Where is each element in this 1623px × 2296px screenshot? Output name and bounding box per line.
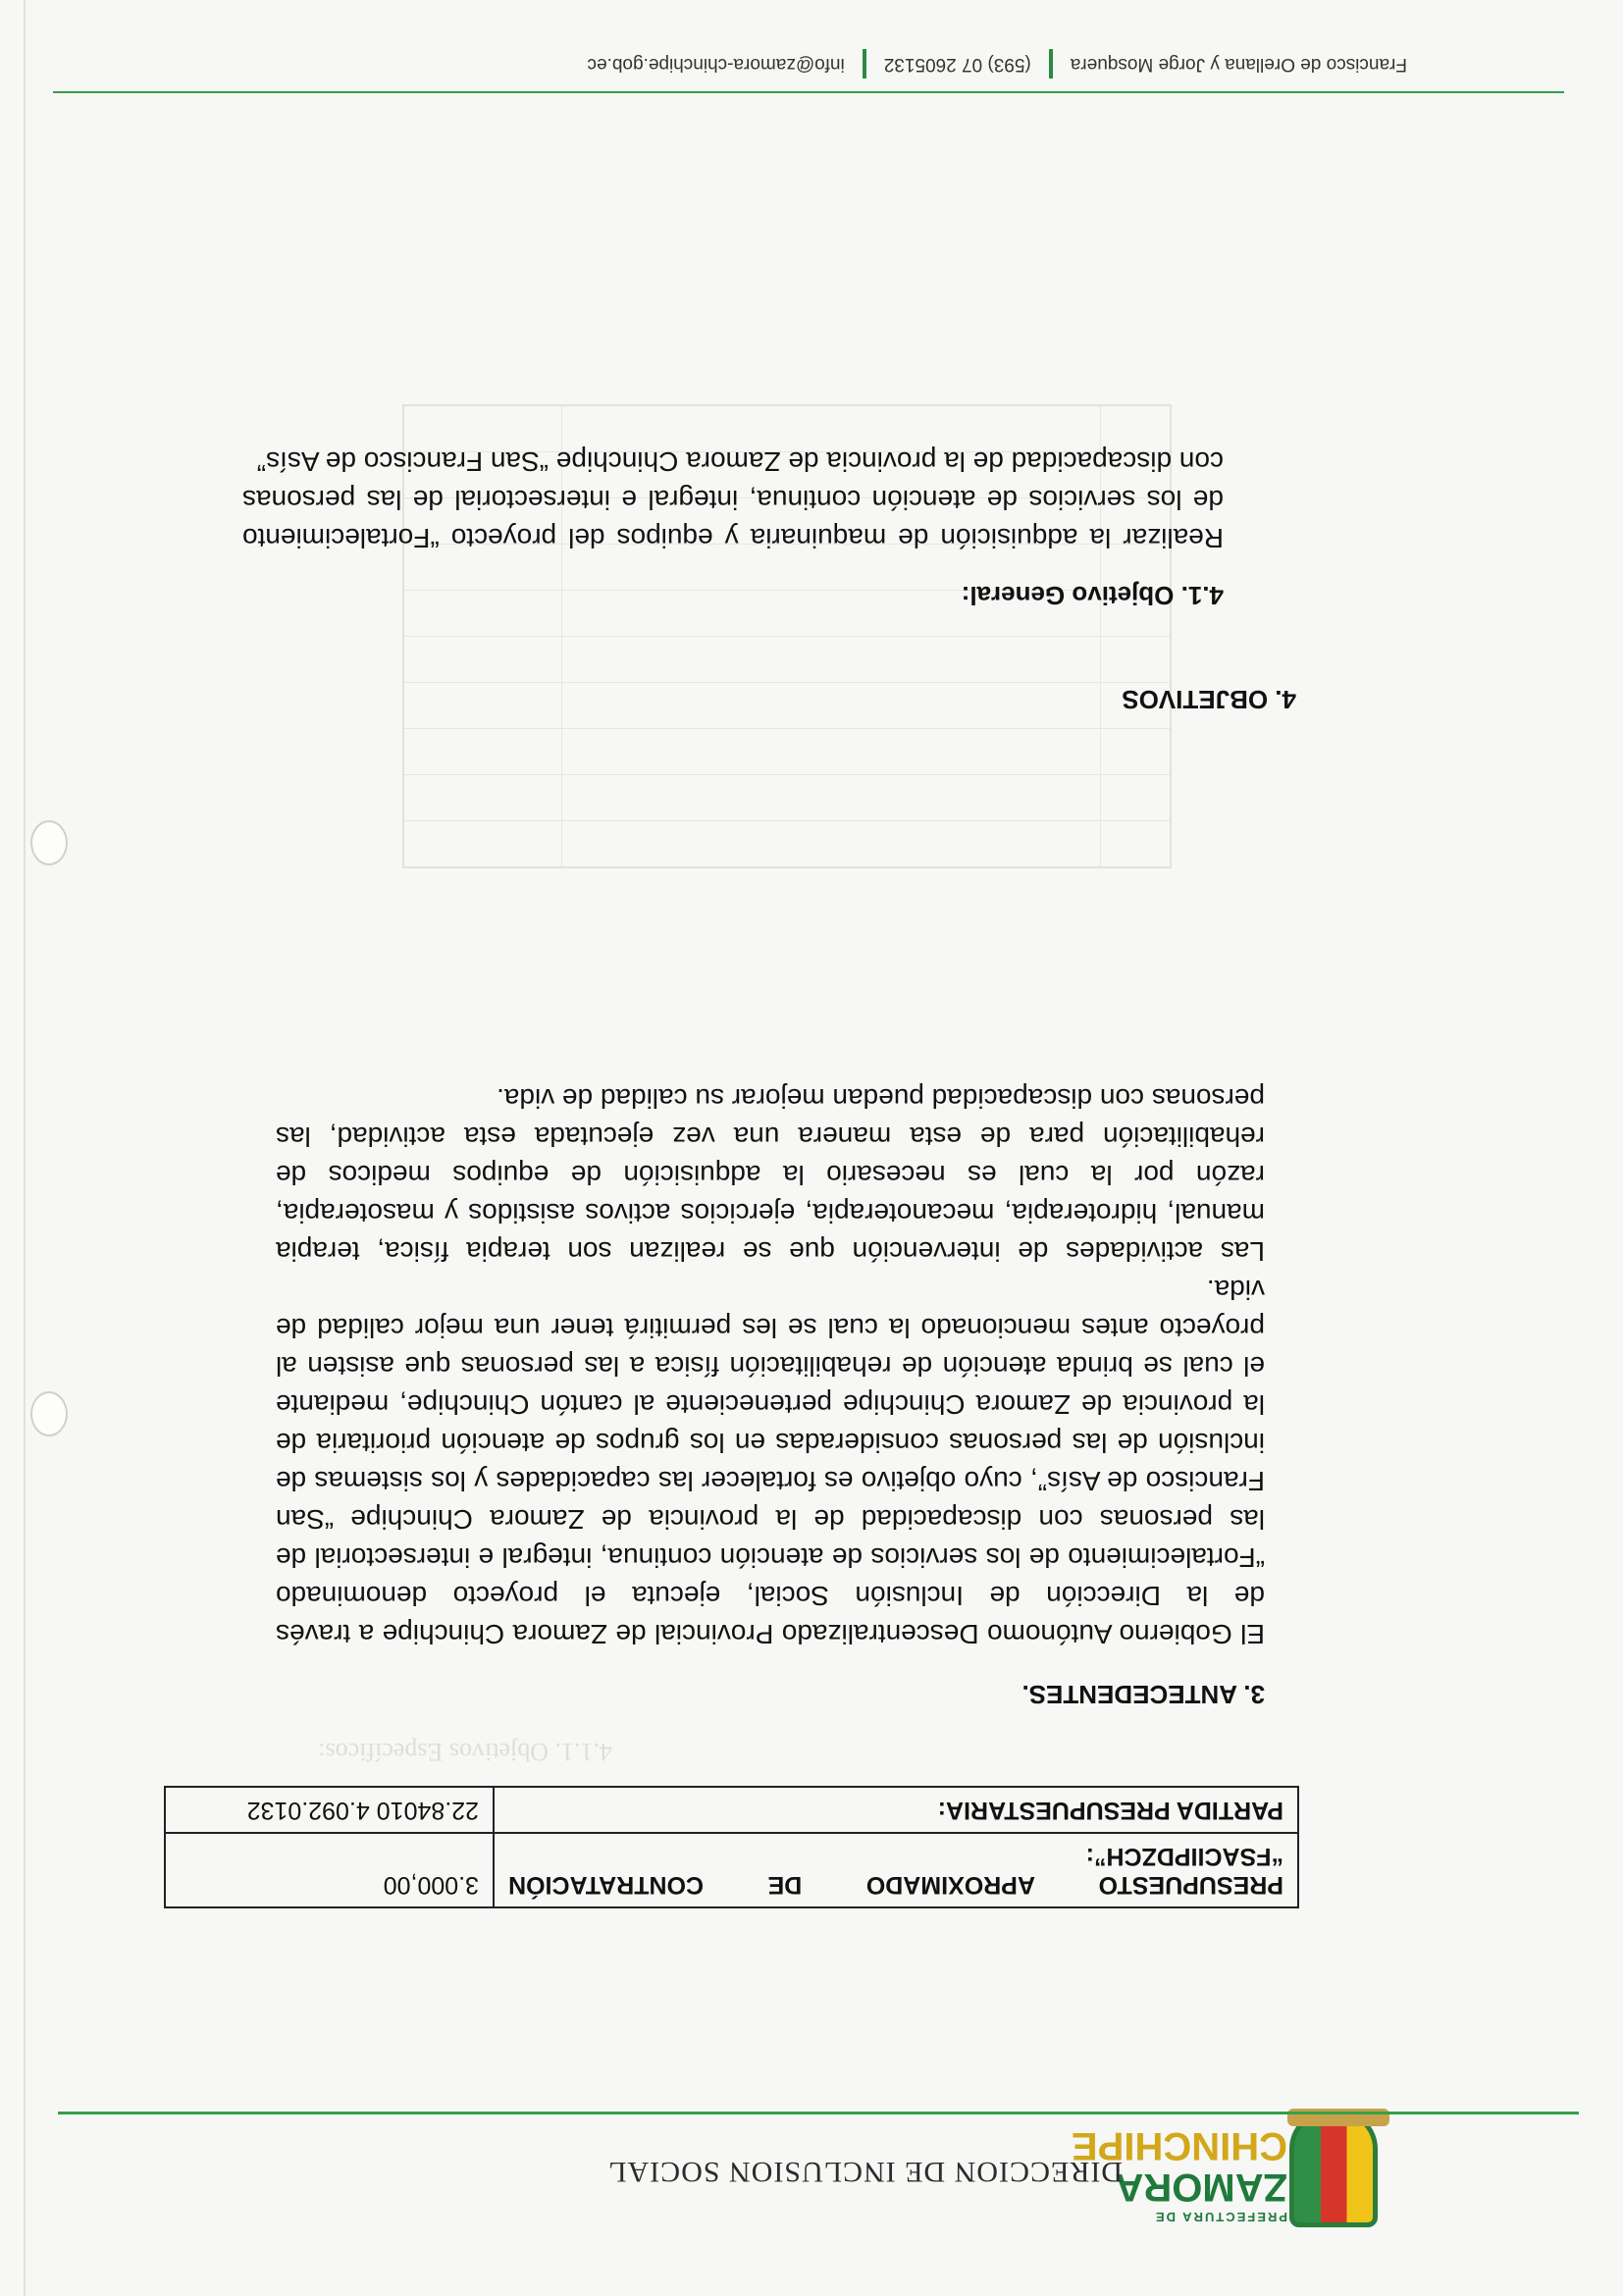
footer-address: Francisco de Orellana y Jorge Mosquera — [1070, 54, 1407, 75]
section-3-paragraph-1: El Gobierno Autónomo Descentralizado Provincial de Zamora Chinchipe a través de la Dirección de Inclusión Social, ejecuta el proyecto denominado “Fortalecimiento de los servicios de atención continua, integral e intersectorial de las personas con discapacidad de la provincia de Zamora Chinchipe “San Francisco de Asís”, cuyo objetivo es fortalecer las capacidades y los sistemas de inclusión de las personas consideradas en los grupos de atención prioritaria de la provincia de Zamora Chinchipe perteneciente al cantón Chinchipe, mediante el cual se brinda atención de rehabilitación física a las personas que asisten al proyecto antes mencionado la cual se les permitirá tener una mejor calidad de vida. — [276, 1275, 1265, 1649]
budget-partida-value: 22.84010 4.092.0132 — [165, 1787, 494, 1833]
punch-hole — [30, 820, 68, 865]
budget-row-amount — [165, 1833, 1298, 1907]
budget-amount-value: 3.000,00 — [165, 1833, 494, 1907]
section-3-heading: 3. ANTECEDENTES. — [1021, 1680, 1265, 1709]
budget-amount-label-line1: PRESUPUESTO APROXIMADO DE CONTRATACIÓN — [508, 1871, 1283, 1899]
budget-row-partida — [165, 1787, 1298, 1833]
objective-general-paragraph: Realizar la adquisición de maquinaria y equipos del proyecto “Fortalecimiento de los servicios de atención continua, integral e intersectorial de las personas con discapacidad de la provincia de Zamora Chinchipe “San Francisco de Asís” — [242, 446, 1224, 553]
header-divider — [58, 2112, 1579, 2114]
bleed-through-text: 4.1.1. Objetivos Específicos: — [318, 1738, 612, 1766]
footer-email: info@zamora-chinchipe.gob.ec — [587, 54, 845, 75]
footer-phone: (593) 07 2605132 — [883, 54, 1031, 75]
footer-divider — [53, 91, 1564, 93]
coat-of-arms-icon — [1289, 2110, 1378, 2227]
department-title: DIRECCION DE INCLUSION SOCIAL — [607, 2156, 1123, 2188]
budget-partida-label: PARTIDA PRESUPUESTARIA: — [494, 1787, 1298, 1833]
budget-amount-label — [494, 1833, 1298, 1907]
logo-prefix: PREFECTURA DE — [1153, 2210, 1287, 2224]
logo-chinchipe: CHINCHIPE — [1071, 2124, 1287, 2167]
prefecture-logo — [1071, 2065, 1378, 2232]
budget-amount-label-line2: “FSACIIPDZCH”: — [1085, 1843, 1283, 1870]
objective-general-heading: 4.1. Objetivo General: — [961, 581, 1224, 610]
page-edge — [24, 0, 26, 2296]
footer-separator — [863, 49, 866, 78]
punch-hole — [30, 1391, 68, 1436]
budget-table — [164, 1786, 1299, 1908]
section-3-paragraph-2: Las actividades de intervención que se realizan son terapia física, terapia manual, hidroterapia, mecanoterapia, ejercicios activos asistidos y masoterapia, razón por la cual es necesario la adquisición de equipos medicos de rehabilitación para de esta manera una vez ejecutada esta actividad, las personas con discapacidad puedan mejorar su calidad de vida. — [276, 1083, 1265, 1267]
footer — [14, 49, 1407, 78]
logo-zamora: ZAMORA — [1115, 2166, 1287, 2209]
footer-separator — [1049, 49, 1053, 78]
section-4-heading: 4. OBJETIVOS — [1122, 685, 1296, 714]
